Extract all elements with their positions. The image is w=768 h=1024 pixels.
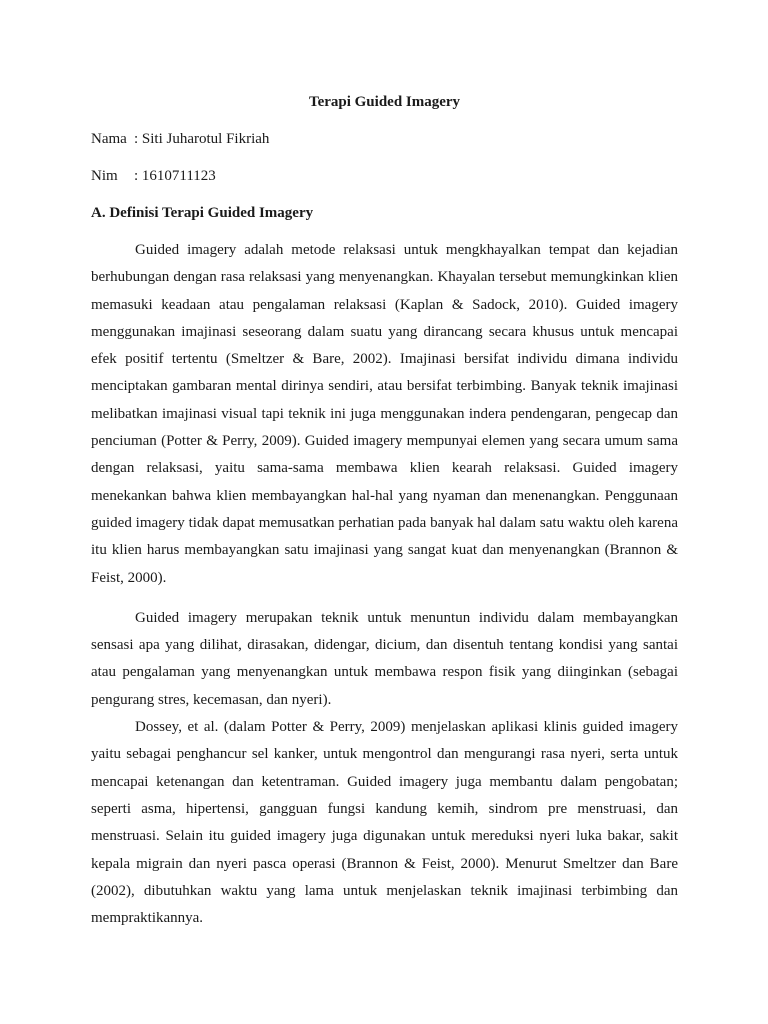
section-heading: A. Definisi Terapi Guided Imagery <box>91 205 314 221</box>
nim-row <box>91 164 678 188</box>
name-row <box>91 127 678 151</box>
paragraph: Guided imagery merupakan teknik untuk menuntun individu dalam membayangkan sensasi apa yang dilihat, dirasakan, didengar, dicium, dan disentuh tentang kondisi yang santai atau pengalaman yang menyenangkan untuk membawa respon fisik yang diinginkan (sebagai pengurang stres, kecemasan, dan nyeri). <box>91 609 678 708</box>
document-page <box>91 90 678 932</box>
paragraph: Guided imagery adalah metode relaksasi untuk mengkhayalkan tempat dan kejadian berhubungan dengan rasa relaksasi yang menyenangkan. Khayalan tersebut memungkinkan klien memasuki keadaan atau pengalaman relaksasi (Kaplan & Sadock, 2010). Guided imagery menggunakan imajinasi seseorang dalam suatu yang dirancang secara khusus untuk mencapai efek positif tertentu (Smeltzer & Bare, 2002). Imajinasi bersifat individu dimana individu menciptakan gambaran mental dirinya sendiri, atau bersifat terbimbing. Banyak teknik imajinasi melibatkan imajinasi visual tapi teknik ini juga menggunakan indera pendengaran, pengecap dan penciuman (Potter & Perry, 2009). Guided imagery mempunyai elemen yang secara umum sama dengan relaksasi, yaitu sama-sama membawa klien kearah relaksasi. Guided imagery menekankan bahwa klien membayangkan hal-hal yang nyaman dan menenangkan. Penggunaan guided imagery tidak dapat memusatkan perhatian pada banyak hal dalam satu waktu oleh karena itu klien harus membayangkan satu imajinasi yang sangat kuat dan menyenangkan (Brannon & Feist, 2000). <box>91 242 678 586</box>
nim-label: Nim <box>91 168 118 184</box>
document-title: Terapi Guided Imagery <box>308 94 461 110</box>
nim-value: : 1610711123 <box>134 168 216 184</box>
name-label: Nama <box>91 131 127 147</box>
name-value: : Siti Juharotul Fikriah <box>134 131 270 147</box>
paragraph: Dossey, et al. (dalam Potter & Perry, 2009) menjelaskan aplikasi klinis guided imagery yaitu sebagai penghancur sel kanker, untuk mengontrol dan mengurangi rasa nyeri, serta untuk mencapai ketenangan dan ketentraman. Guided imagery juga membantu dalam pengobatan; seperti asma, hipertensi, gangguan fungsi kandung kemih, sindrom pre menstruasi, dan menstruasi. Selain itu guided imagery juga digunakan untuk mereduksi nyeri luka bakar, sakit kepala migrain dan nyeri pasca operasi (Brannon & Feist, 2000). Menurut Smeltzer dan Bare (2002), dibutuhkan waktu yang lama untuk menjelaskan teknik imajinasi terbimbing dan mempraktikannya. <box>91 719 678 927</box>
